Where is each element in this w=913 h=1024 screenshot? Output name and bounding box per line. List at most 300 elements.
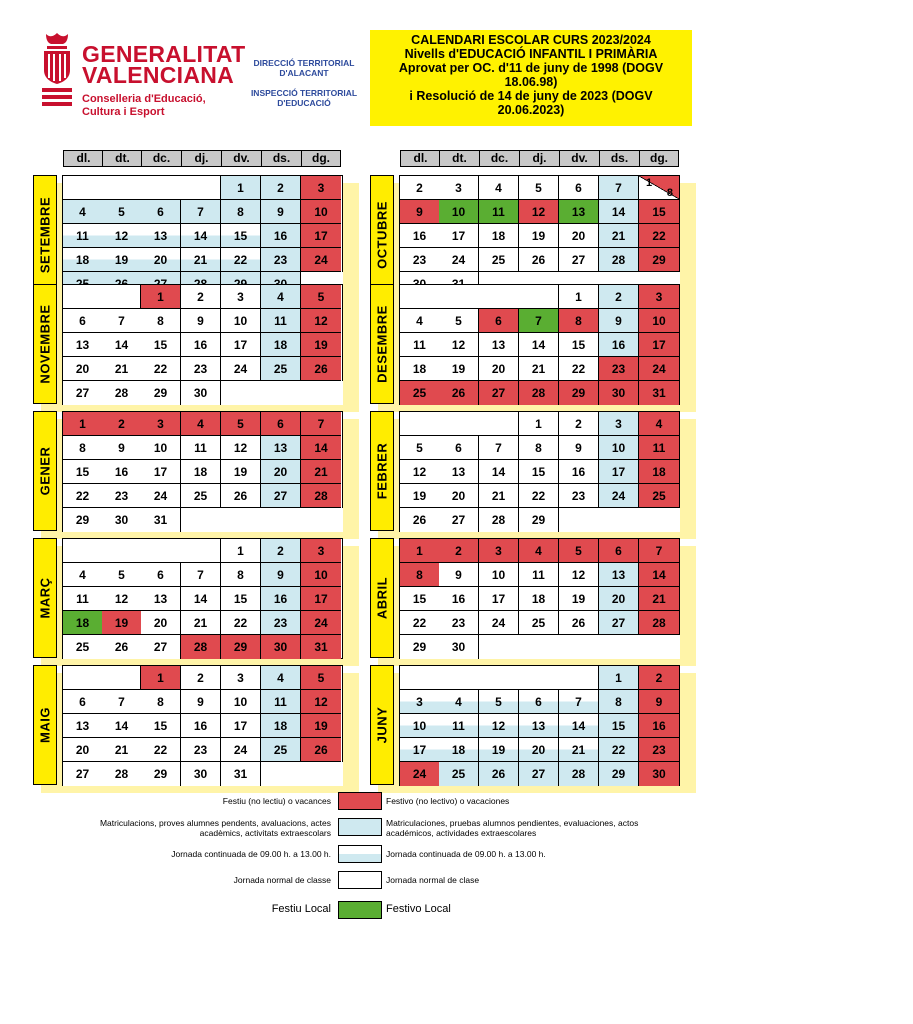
legend-label-ca: Festiu (no lectiu) o vacances bbox=[222, 796, 331, 806]
day-cell: 20 bbox=[63, 357, 103, 381]
day-cell: 15 bbox=[519, 460, 559, 484]
day-cell: 21 bbox=[181, 611, 221, 635]
month-name: MARÇ bbox=[37, 577, 53, 619]
weekday-header: dl. bbox=[400, 150, 441, 167]
day-cell: 7 bbox=[639, 539, 679, 563]
day-cell: 6 bbox=[559, 176, 599, 200]
empty-day-cell bbox=[63, 285, 141, 309]
empty-day-cell bbox=[221, 381, 343, 405]
day-cell: 28 bbox=[181, 635, 221, 659]
weekday-header: dg. bbox=[301, 150, 341, 167]
day-cell: 14 bbox=[559, 714, 599, 738]
day-cell: 14 bbox=[599, 200, 639, 224]
day-cell: 16 bbox=[181, 333, 221, 357]
day-cell: 17 bbox=[439, 224, 479, 248]
legend-label-es: Jornada continuada de 09.00 h. a 13.00 h. bbox=[386, 849, 546, 859]
day-cell: 11 bbox=[261, 309, 301, 333]
day-cell: 11 bbox=[519, 563, 559, 587]
day-cell: 13 bbox=[63, 714, 103, 738]
day-cell: 30 bbox=[102, 508, 142, 532]
day-cell: 2 bbox=[400, 176, 440, 200]
day-cell: 8 bbox=[519, 436, 559, 460]
day-cell: 8 bbox=[221, 200, 261, 224]
day-cell: 17 bbox=[599, 460, 639, 484]
empty-day-cell bbox=[63, 176, 221, 200]
day-cell: 13 bbox=[479, 333, 519, 357]
month-grid bbox=[399, 665, 680, 786]
day-cell: 1 bbox=[221, 539, 261, 563]
day-cell: 30 bbox=[181, 762, 221, 786]
day-cell: 6 bbox=[439, 436, 479, 460]
legend-swatch-none bbox=[338, 871, 382, 889]
day-cell: 19 bbox=[301, 333, 341, 357]
day-cell: 3 bbox=[400, 690, 440, 714]
day-cell: 11 bbox=[439, 714, 479, 738]
day-cell: 10 bbox=[400, 714, 440, 738]
day-cell: 20 bbox=[63, 738, 103, 762]
day-cell: 20 bbox=[599, 587, 639, 611]
day-cell: 22 bbox=[599, 738, 639, 762]
day-cell: 28 bbox=[639, 611, 679, 635]
day-cell: 11 bbox=[181, 436, 221, 460]
day-cell: 4 bbox=[63, 563, 103, 587]
day-cell: 23 bbox=[439, 611, 479, 635]
legend-label-es: Festivo Local bbox=[386, 903, 451, 915]
day-cell: 30 bbox=[261, 635, 301, 659]
day-cell: 13 bbox=[519, 714, 559, 738]
day-cell: 23 bbox=[181, 738, 221, 762]
day-cell: 28 bbox=[479, 508, 519, 532]
day-cell: 22 bbox=[400, 611, 440, 635]
day-cell: 6 bbox=[141, 200, 181, 224]
day-cell: 26 bbox=[301, 357, 341, 381]
day-cell: 18 bbox=[439, 738, 479, 762]
day-cell: 10 bbox=[599, 436, 639, 460]
day-cell: 18 bbox=[63, 611, 103, 635]
day-cell: 20 bbox=[479, 357, 519, 381]
month-label-juny bbox=[370, 665, 394, 785]
day-cell: 23 bbox=[181, 357, 221, 381]
month-name: FEBRER bbox=[374, 442, 390, 500]
day-cell: 4 bbox=[261, 285, 301, 309]
day-cell: 23 bbox=[102, 484, 142, 508]
day-cell: 15 bbox=[400, 587, 440, 611]
day-cell bbox=[639, 176, 679, 200]
day-cell: 14 bbox=[102, 714, 142, 738]
month-grid bbox=[62, 175, 343, 296]
day-cell: 3 bbox=[301, 539, 341, 563]
weekday-header: ds. bbox=[261, 150, 302, 167]
day-cell: 14 bbox=[181, 224, 221, 248]
day-cell: 13 bbox=[141, 224, 181, 248]
day-cell: 24 bbox=[301, 248, 341, 272]
day-cell: 25 bbox=[63, 635, 103, 659]
day-cell: 5 bbox=[559, 539, 599, 563]
day-cell: 23 bbox=[599, 357, 639, 381]
day-cell: 25 bbox=[400, 381, 440, 405]
day-cell: 9 bbox=[181, 690, 221, 714]
day-cell: 30 bbox=[181, 381, 221, 405]
department-line1: Conselleria d'Educació, bbox=[82, 93, 206, 105]
territorial-line2: D'ALACANT bbox=[279, 68, 329, 78]
day-cell: 4 bbox=[63, 200, 103, 224]
day-cell: 24 bbox=[400, 762, 440, 786]
day-cell: 6 bbox=[599, 539, 639, 563]
month-grid bbox=[62, 411, 343, 532]
day-cell: 24 bbox=[301, 611, 341, 635]
day-cell: 2 bbox=[102, 412, 142, 436]
day-cell: 4 bbox=[479, 176, 519, 200]
day-cell: 28 bbox=[102, 381, 142, 405]
day-cell: 26 bbox=[479, 762, 519, 786]
day-cell: 11 bbox=[639, 436, 679, 460]
day-cell: 22 bbox=[519, 484, 559, 508]
day-cell: 24 bbox=[599, 484, 639, 508]
day-cell: 26 bbox=[102, 635, 142, 659]
day-cell: 4 bbox=[519, 539, 559, 563]
day-cell: 20 bbox=[261, 460, 301, 484]
day-cell: 19 bbox=[479, 738, 519, 762]
title-line: i Resolució de 14 de juny de 2023 (DOGV bbox=[409, 89, 653, 103]
day-cell: 1 bbox=[141, 666, 181, 690]
day-cell: 4 bbox=[400, 309, 440, 333]
legend-label-es: Jornada normal de clase bbox=[386, 875, 480, 885]
day-cell: 9 bbox=[181, 309, 221, 333]
day-cell: 13 bbox=[141, 587, 181, 611]
legend-label-ca: Jornada normal de classe bbox=[233, 875, 331, 885]
day-cell: 19 bbox=[400, 484, 440, 508]
day-cell: 21 bbox=[639, 587, 679, 611]
day-cell: 11 bbox=[261, 690, 301, 714]
day-cell: 28 bbox=[102, 762, 142, 786]
day-cell: 11 bbox=[400, 333, 440, 357]
day-cell: 9 bbox=[559, 436, 599, 460]
day-cell: 15 bbox=[559, 333, 599, 357]
day-cell: 21 bbox=[102, 357, 142, 381]
day-cell: 3 bbox=[301, 176, 341, 200]
day-cell: 17 bbox=[301, 224, 341, 248]
month-grid bbox=[399, 538, 680, 659]
day-cell: 9 bbox=[261, 200, 301, 224]
day-cell: 6 bbox=[63, 309, 103, 333]
day-cell: 9 bbox=[261, 563, 301, 587]
day-cell: 5 bbox=[102, 563, 142, 587]
empty-day-cell bbox=[181, 508, 343, 532]
org-name-line2: VALENCIANA bbox=[82, 62, 235, 88]
day-cell: 29 bbox=[221, 635, 261, 659]
day-cell: 14 bbox=[479, 460, 519, 484]
day-cell: 17 bbox=[221, 714, 261, 738]
day-cell: 19 bbox=[221, 460, 261, 484]
day-cell: 26 bbox=[519, 248, 559, 272]
day-cell: 3 bbox=[221, 285, 261, 309]
day-cell: 2 bbox=[261, 176, 301, 200]
day-cell: 17 bbox=[639, 333, 679, 357]
day-cell: 16 bbox=[261, 587, 301, 611]
day-cell: 3 bbox=[439, 176, 479, 200]
day-cell: 6 bbox=[63, 690, 103, 714]
day-cell: 27 bbox=[439, 508, 479, 532]
day-cell: 18 bbox=[181, 460, 221, 484]
day-cell: 10 bbox=[221, 690, 261, 714]
day-cell: 15 bbox=[141, 333, 181, 357]
day-cell: 12 bbox=[301, 690, 341, 714]
day-cell: 25 bbox=[261, 357, 301, 381]
month-label-abril bbox=[370, 538, 394, 658]
legend-label-es: Matriculaciones, pruebas alumnos pendientes, evaluaciones, actos académicos, actividades extraescolares bbox=[386, 818, 639, 838]
weekday-header: ds. bbox=[599, 150, 640, 167]
month-grid bbox=[62, 284, 343, 405]
day-cell: 7 bbox=[181, 200, 221, 224]
day-cell: 27 bbox=[599, 611, 639, 635]
weekday-header: dt. bbox=[439, 150, 480, 167]
title-line: Aprovat per OC. d'11 de juny de 1998 (DOGV bbox=[398, 61, 664, 75]
month-grid bbox=[62, 665, 343, 786]
month-name: ABRIL bbox=[374, 576, 390, 620]
day-cell: 12 bbox=[102, 224, 142, 248]
day-cell: 16 bbox=[559, 460, 599, 484]
day-number: 1 bbox=[646, 177, 653, 189]
weekday-header: dj. bbox=[519, 150, 560, 167]
day-cell: 29 bbox=[400, 635, 440, 659]
day-cell: 28 bbox=[559, 762, 599, 786]
day-cell: 10 bbox=[301, 563, 341, 587]
day-cell: 13 bbox=[599, 563, 639, 587]
day-cell: 13 bbox=[559, 200, 599, 224]
day-cell: 28 bbox=[301, 484, 341, 508]
inspection-line2: D'EDUCACIÓ bbox=[277, 98, 331, 108]
day-cell: 7 bbox=[301, 412, 341, 436]
day-cell: 16 bbox=[261, 224, 301, 248]
month-grid bbox=[399, 411, 680, 532]
day-cell: 23 bbox=[639, 738, 679, 762]
day-cell: 22 bbox=[639, 224, 679, 248]
day-cell: 2 bbox=[559, 412, 599, 436]
day-cell: 19 bbox=[102, 611, 142, 635]
day-cell: 10 bbox=[439, 200, 479, 224]
day-cell: 18 bbox=[63, 248, 103, 272]
day-cell: 27 bbox=[261, 484, 301, 508]
day-cell: 4 bbox=[181, 412, 221, 436]
legend-swatch-green bbox=[338, 901, 382, 919]
day-cell: 14 bbox=[181, 587, 221, 611]
weekday-header: dc. bbox=[141, 150, 182, 167]
month-label-octubre bbox=[370, 175, 394, 295]
day-cell: 29 bbox=[599, 762, 639, 786]
day-cell: 9 bbox=[400, 200, 440, 224]
department-name bbox=[82, 93, 206, 119]
month-label-maig bbox=[33, 665, 57, 785]
day-cell: 16 bbox=[439, 587, 479, 611]
month-grid bbox=[62, 538, 343, 659]
day-cell: 27 bbox=[63, 762, 103, 786]
day-cell: 22 bbox=[559, 357, 599, 381]
month-label-febrer bbox=[370, 411, 394, 531]
day-cell: 31 bbox=[301, 635, 341, 659]
day-cell: 12 bbox=[439, 333, 479, 357]
day-cell: 5 bbox=[400, 436, 440, 460]
day-cell: 15 bbox=[639, 200, 679, 224]
day-cell: 10 bbox=[221, 309, 261, 333]
day-cell: 26 bbox=[301, 738, 341, 762]
month-name: OCTUBRE bbox=[374, 201, 390, 269]
department-line2: Cultura i Esport bbox=[82, 106, 165, 118]
day-cell: 8 bbox=[63, 436, 103, 460]
legend-label-ca: Matriculacions, proves alumnes pendents, avaluacions, actes acadèmics, activitats extraescolars bbox=[99, 818, 331, 838]
day-cell: 7 bbox=[102, 309, 142, 333]
day-cell: 7 bbox=[102, 690, 142, 714]
day-cell: 13 bbox=[439, 460, 479, 484]
day-cell: 26 bbox=[439, 381, 479, 405]
day-cell: 24 bbox=[221, 738, 261, 762]
day-cell: 7 bbox=[599, 176, 639, 200]
day-cell: 14 bbox=[301, 436, 341, 460]
day-cell: 22 bbox=[221, 611, 261, 635]
day-cell: 29 bbox=[141, 762, 181, 786]
day-cell: 8 bbox=[221, 563, 261, 587]
day-cell: 1 bbox=[400, 539, 440, 563]
day-cell: 12 bbox=[301, 309, 341, 333]
day-cell: 18 bbox=[261, 714, 301, 738]
month-name: DESEMBRE bbox=[374, 305, 390, 383]
day-cell: 8 bbox=[400, 563, 440, 587]
day-cell: 22 bbox=[141, 738, 181, 762]
legend-label-ca: Jornada continuada de 09.00 h. a 13.00 h. bbox=[171, 849, 331, 859]
day-cell: 31 bbox=[221, 762, 261, 786]
day-cell: 27 bbox=[63, 381, 103, 405]
day-cell: 2 bbox=[599, 285, 639, 309]
title-line: 18.06.98) bbox=[504, 75, 558, 89]
empty-day-cell bbox=[63, 539, 221, 563]
month-name: SETEMBRE bbox=[37, 196, 53, 274]
weekday-header: dg. bbox=[639, 150, 679, 167]
day-cell: 28 bbox=[519, 381, 559, 405]
day-cell: 29 bbox=[519, 508, 559, 532]
day-cell: 26 bbox=[400, 508, 440, 532]
legend-label-ca: Festiu Local bbox=[271, 903, 331, 915]
day-cell: 5 bbox=[221, 412, 261, 436]
day-cell: 3 bbox=[639, 285, 679, 309]
day-cell: 20 bbox=[439, 484, 479, 508]
weekday-header: dj. bbox=[181, 150, 222, 167]
month-name: GENER bbox=[37, 446, 53, 496]
day-cell: 29 bbox=[63, 508, 103, 532]
day-cell: 7 bbox=[519, 309, 559, 333]
day-cell: 21 bbox=[559, 738, 599, 762]
day-cell: 17 bbox=[221, 333, 261, 357]
day-cell: 9 bbox=[439, 563, 479, 587]
day-number: 8 bbox=[666, 187, 673, 199]
day-cell: 31 bbox=[141, 508, 181, 532]
day-cell: 18 bbox=[519, 587, 559, 611]
day-cell: 8 bbox=[141, 309, 181, 333]
day-cell: 9 bbox=[639, 690, 679, 714]
day-cell: 3 bbox=[599, 412, 639, 436]
day-cell: 19 bbox=[102, 248, 142, 272]
day-cell: 19 bbox=[439, 357, 479, 381]
day-cell: 24 bbox=[141, 484, 181, 508]
day-cell: 5 bbox=[439, 309, 479, 333]
day-cell: 30 bbox=[639, 762, 679, 786]
empty-day-cell bbox=[400, 285, 559, 309]
day-cell: 1 bbox=[519, 412, 559, 436]
day-cell: 25 bbox=[439, 762, 479, 786]
month-grid bbox=[399, 175, 680, 296]
day-cell: 26 bbox=[221, 484, 261, 508]
day-cell: 18 bbox=[639, 460, 679, 484]
day-cell: 13 bbox=[261, 436, 301, 460]
day-cell: 2 bbox=[439, 539, 479, 563]
day-cell: 26 bbox=[559, 611, 599, 635]
day-cell: 24 bbox=[221, 357, 261, 381]
day-cell: 3 bbox=[141, 412, 181, 436]
day-cell: 2 bbox=[181, 285, 221, 309]
day-cell: 1 bbox=[559, 285, 599, 309]
day-cell: 22 bbox=[63, 484, 103, 508]
empty-day-cell bbox=[479, 635, 680, 659]
day-cell: 25 bbox=[261, 738, 301, 762]
day-cell: 1 bbox=[599, 666, 639, 690]
day-cell: 25 bbox=[519, 611, 559, 635]
day-cell: 4 bbox=[639, 412, 679, 436]
day-cell: 15 bbox=[221, 224, 261, 248]
day-cell: 10 bbox=[141, 436, 181, 460]
day-cell: 15 bbox=[141, 714, 181, 738]
day-cell: 4 bbox=[439, 690, 479, 714]
day-cell: 5 bbox=[301, 285, 341, 309]
day-cell: 18 bbox=[400, 357, 440, 381]
day-cell: 18 bbox=[479, 224, 519, 248]
day-cell: 22 bbox=[141, 357, 181, 381]
day-cell: 23 bbox=[261, 611, 301, 635]
day-cell: 20 bbox=[559, 224, 599, 248]
day-cell: 12 bbox=[221, 436, 261, 460]
month-label-novembre bbox=[33, 284, 57, 404]
org-name-line1: GENERALITAT bbox=[82, 41, 246, 67]
empty-day-cell bbox=[63, 666, 141, 690]
day-cell: 20 bbox=[519, 738, 559, 762]
legend-swatch-red bbox=[338, 792, 382, 810]
day-cell: 6 bbox=[519, 690, 559, 714]
day-cell: 27 bbox=[559, 248, 599, 272]
legend-label-es: Festivo (no lectivo) o vacaciones bbox=[386, 796, 510, 806]
legend-swatch-blue bbox=[338, 818, 382, 836]
day-cell: 21 bbox=[599, 224, 639, 248]
day-cell: 10 bbox=[301, 200, 341, 224]
day-cell: 19 bbox=[519, 224, 559, 248]
inspection-line1: INSPECCIÓ TERRITORIAL bbox=[250, 88, 358, 98]
month-name: MAIG bbox=[37, 707, 53, 743]
territorial-line1: DIRECCIÓ TERRITORIAL bbox=[253, 58, 355, 68]
empty-day-cell bbox=[400, 412, 519, 436]
day-cell: 20 bbox=[141, 248, 181, 272]
day-cell: 24 bbox=[639, 357, 679, 381]
day-cell: 5 bbox=[301, 666, 341, 690]
day-cell: 18 bbox=[261, 333, 301, 357]
day-cell: 1 bbox=[63, 412, 103, 436]
month-name: JUNY bbox=[374, 706, 390, 744]
month-label-març bbox=[33, 538, 57, 658]
day-cell: 19 bbox=[559, 587, 599, 611]
day-cell: 10 bbox=[479, 563, 519, 587]
month-grid bbox=[399, 284, 680, 405]
day-cell: 27 bbox=[479, 381, 519, 405]
day-cell: 2 bbox=[261, 539, 301, 563]
day-cell: 12 bbox=[519, 200, 559, 224]
title-line: CALENDARI ESCOLAR CURS 2023/2024 bbox=[411, 33, 651, 47]
day-cell: 31 bbox=[639, 381, 679, 405]
day-cell: 11 bbox=[63, 587, 103, 611]
